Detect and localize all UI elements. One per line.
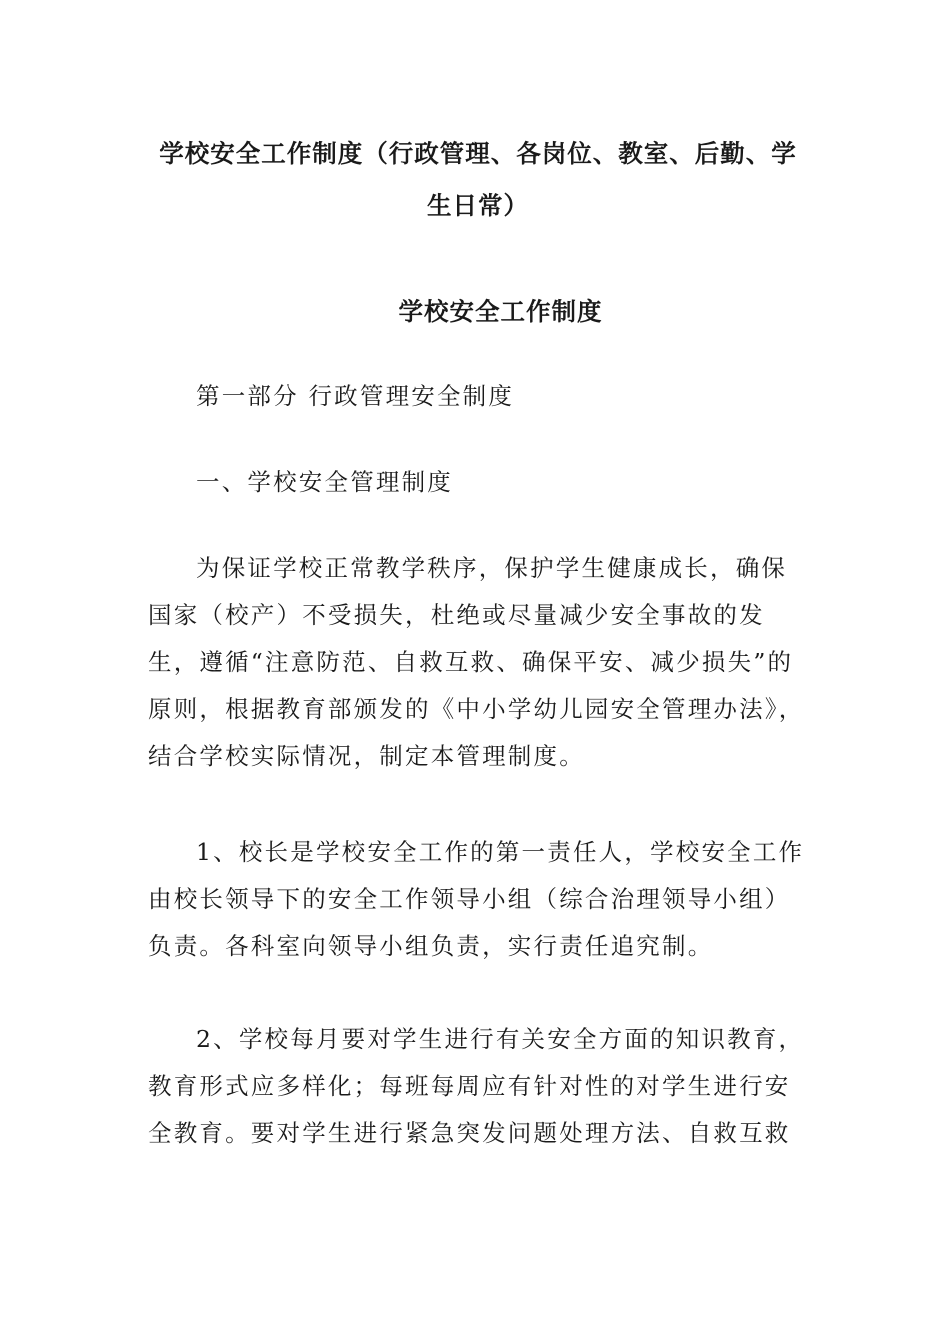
item-1-paragraph: 1、校长是学校安全工作的第一责任人，学校安全工作由校长领导下的安全工作领导小组（综合治理领导小组）负责。各科室向领导小组负责，实行责任追究制。 xyxy=(148,838,805,960)
part-heading: 第一部分 行政管理安全制度 xyxy=(196,382,515,410)
intro-paragraph: 为保证学校正常教学秩序，保护学生健康成长，确保国家（校产）不受损失，杜绝或尽量减少安全事故的发生，遵循“注意防范、自救互救、确保平安、减少损失”的原则，根据教育部颁发的《中小学幼儿园安全管理办法》，结合学校实际情况，制定本管理制度。 xyxy=(148,554,805,770)
subsection-heading: 一、学校安全管理制度 xyxy=(196,468,453,496)
section-title: 学校安全工作制度 xyxy=(398,297,603,326)
item-2-paragraph: 2、学校每月要对学生进行有关安全方面的知识教育，教育形式应多样化；每班每周应有针对性的对学生进行安全教育。要对学生进行紧急突发问题处理方法、自救互救 xyxy=(148,1025,805,1147)
document-title: 学校安全工作制度（行政管理、各岗位、教室、后勤、学生日常） xyxy=(159,139,797,220)
